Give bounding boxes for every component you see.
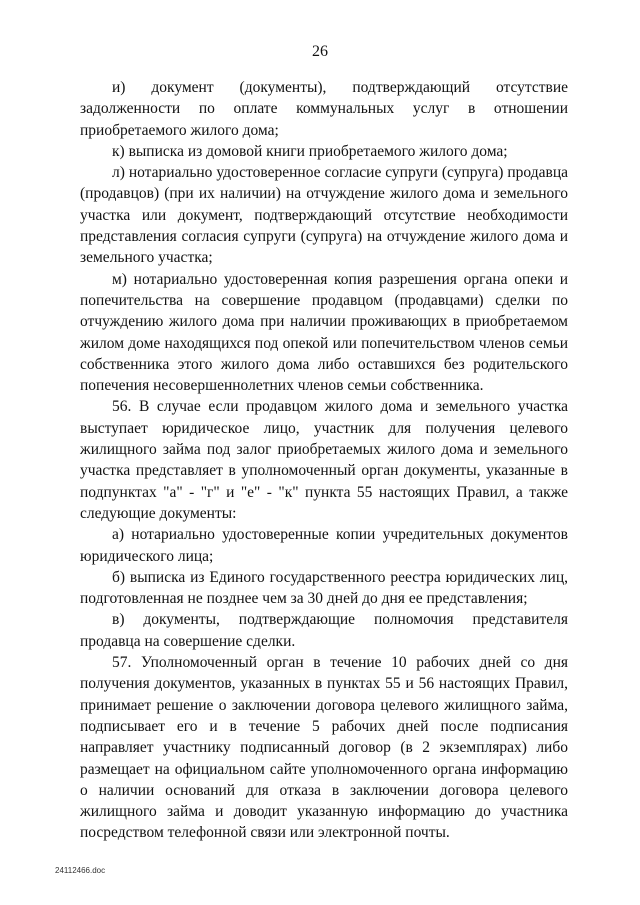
paragraph-k-house-register: к) выписка из домовой книги приобретаемого жилого дома; xyxy=(112,142,508,160)
paragraph-i-utilities-debt: и) документ (документы), подтверждающий отсутствие задолженности по оплате коммунальных услуг в отношении приобретаемого жилого дома; xyxy=(80,79,568,139)
paragraph-a-founding-documents: а) нотариально удостоверенные копии учредительных документов юридического лица; xyxy=(80,526,568,565)
document-body xyxy=(80,77,568,844)
paragraph-l-spouse-consent: л) нотариально удостоверенное согласие супруги (супруга) продавца (продавцов) (при их наличии) на отчуждение жилого дома и земельного участка или документ, подтверждающий отсутствие необходимости представления согласия супруги (супруга) на отчуждение жилого дома и земельного участка; xyxy=(80,164,568,267)
paragraph-b-registry-extract: б) выписка из Единого государственного реестра юридических лиц, подготовленная не позднее чем за 30 дней до дня ее представления; xyxy=(80,568,568,608)
paragraph-v-representative-authority: в) документы, подтверждающие полномочия представителя продавца на совершение сделки. xyxy=(80,611,568,650)
paragraph-56-legal-entity-seller: 56. В случае если продавцом жилого дома и земельного участка выступает юридическое лицо, участник для получения целевого жилищного займа под залог приобретаемых жилого дома и земельного участка представляет в уполномоченный орган документы, указанные в подпунктах "а" - "г" и "е" - "к" пункта 55 настоящих Правил, а также следующие документы: xyxy=(80,398,568,522)
footer-filename: 24112466.doc xyxy=(55,866,106,875)
paragraph-m-guardianship-permit: м) нотариально удостоверенная копия разрешения органа опеки и попечительства на совершение продавцом (продавцами) сделки по отчуждению жилого дома при наличии проживающих в приобретаемом жилом доме находящихся под опекой или попечительством членов семьи собственника этого жилого дома либо оставшихся без родительского попечения несовершеннолетних членов семьи собственника. xyxy=(80,270,568,395)
page-number: 26 xyxy=(312,43,328,60)
paragraph-57-authorized-body-decision: 57. Уполномоченный орган в течение 10 рабочих дней со дня получения документов, указанных в пунктах 55 и 56 настоящих Правил, принимает решение о заключении договора целевого жилищного займа, подписывает его и в течение 5 рабочих дней после подписания направляет участнику подписанный договор (в 2 экземплярах) либо размещает на официальном сайте уполномоченного органа информацию о наличии оснований для отказа в заключении договора целевого жилищного займа и доводит указанную информацию до участника посредством телефонной связи или электронной почты. xyxy=(80,654,568,842)
